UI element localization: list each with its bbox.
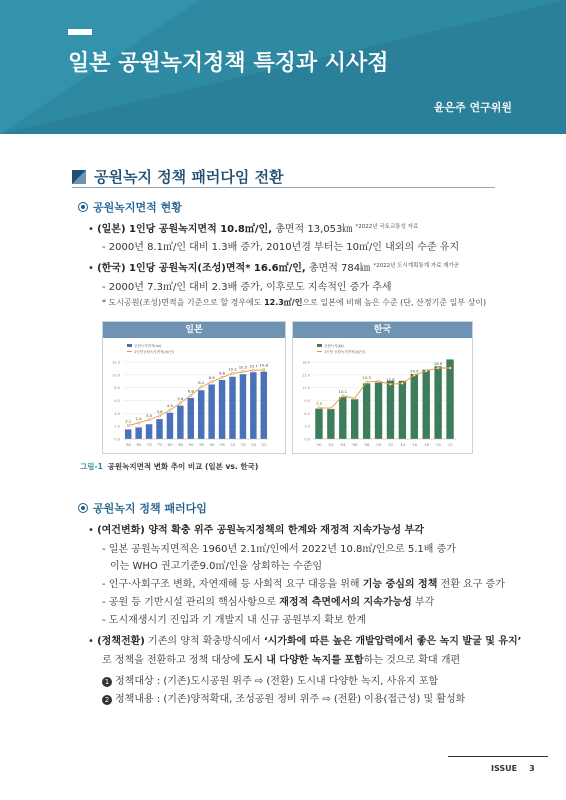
title-accent-bar xyxy=(68,29,92,35)
chart-point xyxy=(354,397,356,399)
x-tick-label: '02 xyxy=(328,443,334,447)
x-tick-label: '16 xyxy=(411,443,418,447)
chart-bar xyxy=(156,419,162,439)
chart-point xyxy=(389,383,391,385)
x-tick-label: '75 xyxy=(156,443,163,447)
footnote-highlight: 12.3㎡/인 xyxy=(264,298,303,307)
policy-target-text: 정책대상 : (기존)도시공원 위주 ⇨ (전환) 도시내 다양한 녹지, 사유지 포함 xyxy=(115,676,439,687)
chart-bar xyxy=(125,429,131,439)
x-tick-label: '18 xyxy=(423,443,429,447)
y-tick-label: 6.0 xyxy=(114,399,120,403)
chart-bar xyxy=(387,381,394,439)
footer xyxy=(491,764,535,773)
chart-point xyxy=(221,376,223,378)
chart-point xyxy=(231,372,233,374)
data-label: 8.1 xyxy=(198,380,205,386)
chart-bar xyxy=(399,381,406,439)
policy-content-text: 정책내용 : (기존)양적확대, 조성공원 정비 위주 ⇨ (전환) 이용(접근성) 및 활성화 xyxy=(115,694,466,705)
figure-caption-text: 공원녹지면적 변화 추이 비교 (일본 vs. 한국) xyxy=(107,462,259,471)
x-tick-label: '00 xyxy=(316,443,322,447)
chart-point xyxy=(413,374,415,376)
japan-area-total: 총면적 13,053㎞ xyxy=(272,224,353,235)
legend-bar-swatch xyxy=(127,344,132,347)
chart-point xyxy=(342,395,344,397)
chart-point xyxy=(211,381,213,383)
target-circle-icon xyxy=(78,503,88,513)
y-tick-label: 3.0 xyxy=(304,424,310,429)
policy-shift-b: 도시 내 다양한 녹지를 포함 xyxy=(243,655,364,666)
author-name: 윤은주 연구위원 xyxy=(433,101,512,114)
chart-point xyxy=(425,370,427,372)
data-label: 10.7 xyxy=(249,363,258,369)
x-tick-label: '22 xyxy=(447,443,453,447)
x-tick-label: '00 xyxy=(208,443,215,447)
x-tick-label: '90 xyxy=(188,443,194,447)
chart-point xyxy=(169,409,171,411)
chart-point xyxy=(242,371,244,373)
data-label: 2.5 xyxy=(135,415,142,421)
japan-chart-plot xyxy=(103,338,285,453)
data-label: 16.6 xyxy=(433,360,443,366)
subsection-heading-area xyxy=(78,199,182,215)
header-banner xyxy=(0,0,566,134)
finance-a: - 공원 등 기반시설 관리의 핵심사항으로 xyxy=(102,597,280,608)
japan-chart xyxy=(102,321,286,454)
chart-point xyxy=(377,380,379,382)
chart-point xyxy=(437,367,439,369)
japan-area-note: *2022년 국토교통성 자료 xyxy=(355,224,419,230)
finance-b: 재정적 측면에서의 지속가능성 xyxy=(279,597,412,608)
korea-chart-plot xyxy=(293,338,472,453)
chart-point xyxy=(138,422,140,424)
x-tick-label: '22 xyxy=(261,443,267,447)
chart-bar xyxy=(411,374,418,439)
x-tick-label: '14 xyxy=(399,443,406,447)
chart-bar xyxy=(135,427,141,439)
policy-shift-a: 로 정책을 전환하고 정책 대상에 xyxy=(102,655,244,666)
korea-chart xyxy=(292,321,473,454)
chart-bar xyxy=(177,406,183,439)
x-tick-label: '05 xyxy=(219,443,225,447)
y-tick-label: 12.0 xyxy=(112,360,120,365)
data-label: 14.9 xyxy=(410,368,419,374)
finance-c: 부각 xyxy=(411,597,435,608)
data-label: 10.8 xyxy=(259,362,269,368)
chart-point xyxy=(401,382,403,384)
x-tick-label: '08 xyxy=(363,443,370,447)
x-tick-label: '10 xyxy=(229,443,236,447)
number-two-icon: 2 xyxy=(102,695,112,705)
legend-bar-label: 공원녹지(㎢) xyxy=(324,344,344,348)
footnote-part-c: 으로 일본에 비해 높은 수준 (단, 산정기준 일부 상이) xyxy=(302,298,487,307)
x-tick-label: '20 xyxy=(435,443,441,447)
section-title: 공원녹지 정책 패러다임 전환 xyxy=(94,168,284,186)
data-label: 12.8 xyxy=(386,377,395,383)
data-label: 7.3 xyxy=(315,400,322,406)
legend-line-label: 1인당 공원녹지면적(㎡/인) xyxy=(324,350,366,354)
policy-content-line xyxy=(102,690,465,705)
chart-point xyxy=(318,407,320,409)
data-label: 13.3 xyxy=(362,375,371,381)
chart-bar xyxy=(339,397,346,439)
chart-bar xyxy=(446,359,453,439)
policy-shift-line2 xyxy=(102,651,460,666)
x-tick-label: '20 xyxy=(250,443,257,447)
data-label: 10.1 xyxy=(338,388,348,394)
korea-area-line: • (한국) 1인당 공원녹지(조성)면적* 16.6㎡/인, 총면적 784㎞ $^{*2022년 도시계획통계 자료 재가공}$ xyxy=(88,263,460,274)
x-tick-label: '80 xyxy=(167,443,173,447)
japan-chart-title: 일본 xyxy=(103,322,285,338)
korea-area-main: (한국) 1인당 공원녹지(조성)면적* 16.6㎡/인, xyxy=(97,263,306,274)
x-tick-label: '65 xyxy=(135,443,142,447)
y-tick-label: 2.0 xyxy=(114,424,120,429)
chart-bar xyxy=(261,372,267,439)
y-tick-label: 18.0 xyxy=(302,360,310,365)
social-change-a: - 인구·사회구조 변화, 자연재해 등 사회적 요구 대응을 위해 xyxy=(102,579,363,590)
policy-shift-line: • (정책전환) 기존의 양적 확충방식에서 ‘시가화에 따른 높은 개발압력에서 좋은 녹지 발굴 및 유지’ xyxy=(88,636,522,647)
policy-shift-c: 하는 것으로 확대 개편 xyxy=(363,655,461,666)
chart-bar xyxy=(188,398,194,439)
korea-area-detail: - 2000년 7.3㎡/인 대비 2.3배 증가, 이후로도 지속적인 증가 추세 xyxy=(102,282,392,293)
page-title: 일본 공원녹지정책 특징과 시사점 xyxy=(68,51,389,76)
policy-shift-quote: ‘시가화에 따른 높은 개발압력에서 좋은 녹지 발굴 및 유지’ xyxy=(263,636,522,647)
x-tick-label: '15 xyxy=(240,443,246,447)
social-change-c: 전환 요구 증가 xyxy=(437,579,505,590)
x-tick-label: '12 xyxy=(387,443,394,447)
y-tick-label: 6.0 xyxy=(304,411,310,416)
policy-target-line xyxy=(102,672,438,687)
chart-point xyxy=(190,394,192,396)
japan-area-detail: - 2000년 8.1㎡/인 대비 1.3배 증가, 2010년경 부터는 10㎡/인 내외의 수준 유지 xyxy=(102,242,460,253)
data-label: 10.2 xyxy=(228,366,237,372)
x-tick-label: '60 xyxy=(125,443,131,447)
chart-point xyxy=(263,369,265,371)
y-tick-label: 8.0 xyxy=(114,386,120,391)
chart-point xyxy=(200,386,202,388)
figure-caption xyxy=(80,461,258,472)
x-tick-label: '85 xyxy=(177,443,184,447)
regeneration-line: - 도시재생시기 진입과 기 개발지 내 신규 공원부지 확보 한계 xyxy=(102,615,367,626)
chart-point xyxy=(127,424,129,426)
data-label: 10.5 xyxy=(238,364,248,370)
social-change-b: 기능 중심의 정책 xyxy=(362,579,438,590)
chart-point xyxy=(449,367,451,369)
japan-area-line: • (일본) 1인당 공원녹지면적 10.8㎡/인, 총면적 13,053㎞ $^{*2022년 국토교통성 자료}$ xyxy=(88,224,419,235)
chart-point xyxy=(330,407,332,409)
korea-area-note: *2022년 도시계획통계 자료 재가공 xyxy=(373,263,460,269)
chart-bar xyxy=(327,409,334,439)
chart-point xyxy=(158,415,160,417)
chart-bar xyxy=(250,372,256,439)
chart-bar xyxy=(363,383,370,439)
chart-point xyxy=(366,381,368,383)
chart-bar xyxy=(315,409,322,439)
section-square-icon xyxy=(72,170,86,184)
data-label: 2.1 xyxy=(125,418,132,424)
chart-bar xyxy=(146,424,152,439)
x-tick-label: '06 xyxy=(351,443,358,447)
korea-area-total: 총면적 784㎞ xyxy=(305,263,371,274)
y-tick-label: 10.0 xyxy=(112,373,120,378)
subsection2-heading-area xyxy=(78,500,207,516)
page-number: 3 xyxy=(529,764,535,773)
chart-bar xyxy=(219,380,225,439)
footer-divider xyxy=(448,756,548,757)
footer-label: ISSUE xyxy=(491,764,518,773)
target-circle-icon xyxy=(78,202,88,212)
subsection2-title: 공원녹지 정책 패러다임 xyxy=(93,502,207,515)
y-tick-label: 15.0 xyxy=(302,373,310,378)
figure-label: 그림-1 xyxy=(80,462,103,471)
chart-bar xyxy=(434,366,441,439)
footnote-part-a: * 도시공원(조성)면적을 기준으로 할 경우에도 xyxy=(102,298,265,307)
number-one-icon: 1 xyxy=(102,677,112,687)
chart-bar xyxy=(198,390,204,439)
data-label: 6.8 xyxy=(187,388,194,394)
japan-area-main: (일본) 1인당 공원녹지면적 10.8㎡/인, xyxy=(97,224,273,235)
legend-bar-label: 공원녹지면적(ha) xyxy=(134,344,162,348)
policy-shift-label: (정책전환) xyxy=(97,636,145,647)
chart-bar xyxy=(229,377,235,439)
chart-bar xyxy=(208,384,214,439)
condition-change-line: • (여건변화) 양적 확충 위주 공원녹지정책의 한계와 재정적 지속가능성 부각 xyxy=(88,525,424,536)
chart-point xyxy=(179,402,181,404)
x-tick-label: '95 xyxy=(198,443,204,447)
social-change-line xyxy=(102,575,505,590)
chart-point xyxy=(148,419,150,421)
data-label: 9.6 xyxy=(219,370,226,376)
y-tick-label: 0.0 xyxy=(304,437,310,442)
legend-bar-swatch xyxy=(317,344,322,347)
x-tick-label: '70 xyxy=(146,443,152,447)
data-label: 4.5 xyxy=(166,403,173,409)
chart-bar xyxy=(423,370,430,439)
area-footnote xyxy=(102,297,486,308)
legend-line-label: 1인당공원녹지면적(㎡/인) xyxy=(134,350,175,354)
data-label: 5.6 xyxy=(177,396,184,402)
korea-chart-title: 한국 xyxy=(293,322,472,338)
section-divider xyxy=(72,187,495,188)
x-tick-label: '10 xyxy=(375,443,382,447)
section-heading xyxy=(72,166,284,187)
y-tick-label: 0.0 xyxy=(114,437,120,442)
x-tick-label: '04 xyxy=(340,443,346,447)
condition-change-text: (여건변화) 양적 확충 위주 공원녹지정책의 한계와 재정적 지속가능성 부각 xyxy=(97,525,424,536)
data-label: 8.9 xyxy=(208,374,215,380)
chart-point xyxy=(252,369,254,371)
y-tick-label: 12.0 xyxy=(302,386,310,391)
chart-bar xyxy=(167,413,173,439)
policy-shift-mid: 기존의 양적 확충방식에서 xyxy=(144,636,264,647)
chart-bar xyxy=(240,374,246,439)
chart-bar xyxy=(375,383,382,439)
data-label: 3.6 xyxy=(156,408,163,414)
finance-line xyxy=(102,593,434,608)
who-line: 이는 WHO 권고기준9.0㎡/인을 상회하는 수준임 xyxy=(110,561,323,572)
subsection-title: 공원녹지면적 현황 xyxy=(93,201,182,214)
chart-bar xyxy=(351,399,358,439)
growth-line: - 일본 공원녹지면적은 1960년 2.1㎡/인에서 2022년 10.8㎡/인으로 5.1배 증가 xyxy=(102,544,456,555)
y-tick-label: 4.0 xyxy=(114,411,120,416)
y-tick-label: 9.0 xyxy=(304,399,310,403)
data-label: 3.0 xyxy=(146,412,153,418)
